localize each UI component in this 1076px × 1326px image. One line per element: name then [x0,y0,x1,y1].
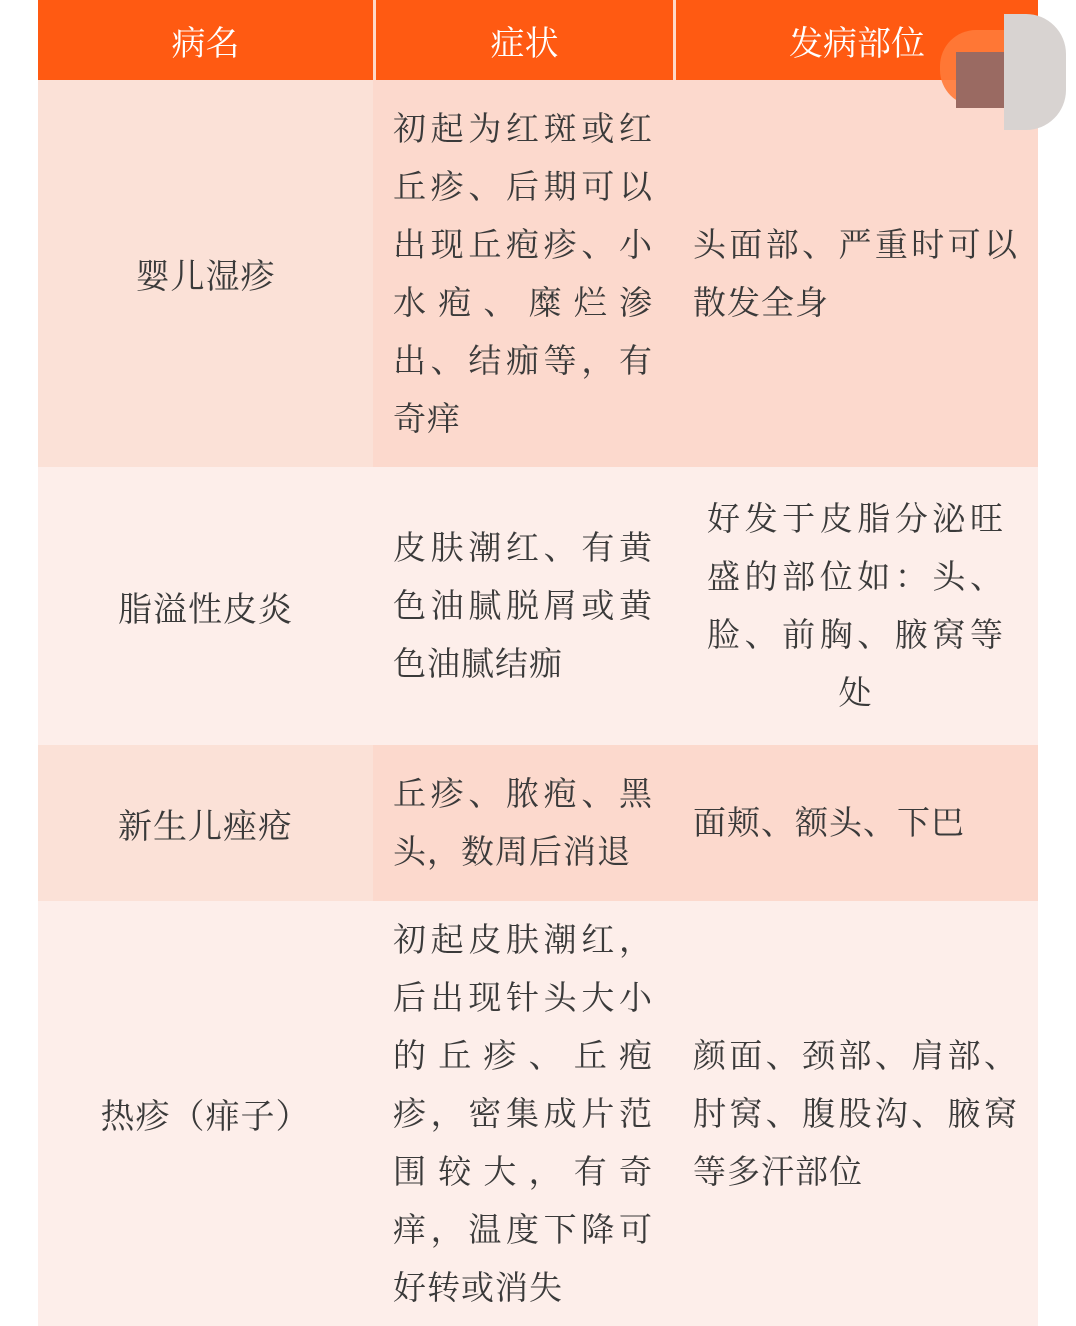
symptoms-text: 皮肤潮红、有黄色油腻脱屑或黄色油腻结痂 [393,528,653,683]
symptoms-cell [373,80,673,467]
header-symptoms: 症状 [373,0,673,80]
symptoms-text: 初起为红斑或红丘疹、后期可以出现丘疱疹、小水疱、糜烂渗出、结痂等，有奇痒 [393,108,653,438]
location-text: 面颊、额头、下巴 [693,803,965,842]
table-row [38,745,1038,901]
symptoms-cell [373,745,673,901]
symptoms-cell [373,901,673,1326]
disease-table [38,0,1038,1326]
disease-name: 婴儿湿疹 [135,257,276,297]
corner-watermark [940,0,1076,132]
symptoms-text: 初起皮肤潮红，后出现针头大小的丘疹、丘疱疹，密集成片范围较大，有奇痒，温度下降可好转或消失 [393,919,653,1307]
disease-name: 脂溢性皮炎 [118,589,293,630]
location-cell [673,745,1038,901]
disease-name-cell [38,80,373,467]
header-disease-name: 病名 [171,23,240,64]
disease-name-cell [38,745,373,901]
location-cell [673,467,1038,745]
location-text: 颜面、颈部、肩部、肘窝、腹股沟、腋窝等多汗部位 [693,1035,1018,1191]
location-text: 好发于皮脂分泌旺盛的部位如：头、脸、前胸、腋窝等处 [707,499,1004,712]
disease-name-cell [38,901,373,1326]
disease-name-cell [38,467,373,745]
location-cell [673,901,1038,1326]
disease-name: 热疹（痱子） [100,1097,311,1137]
location-text: 头面部、严重时可以散发全身 [693,224,1018,322]
symptoms-text: 丘疹、脓疱、黑头，数周后消退 [393,774,653,871]
table-row [38,80,1038,467]
header-location: 发病部位 [673,0,1038,80]
location-cell [673,80,1038,467]
disease-name: 新生儿痤疮 [118,806,293,847]
table-row [38,901,1038,1326]
symptoms-cell [373,467,673,745]
table-header-row [38,0,1038,80]
table-row [38,467,1038,745]
